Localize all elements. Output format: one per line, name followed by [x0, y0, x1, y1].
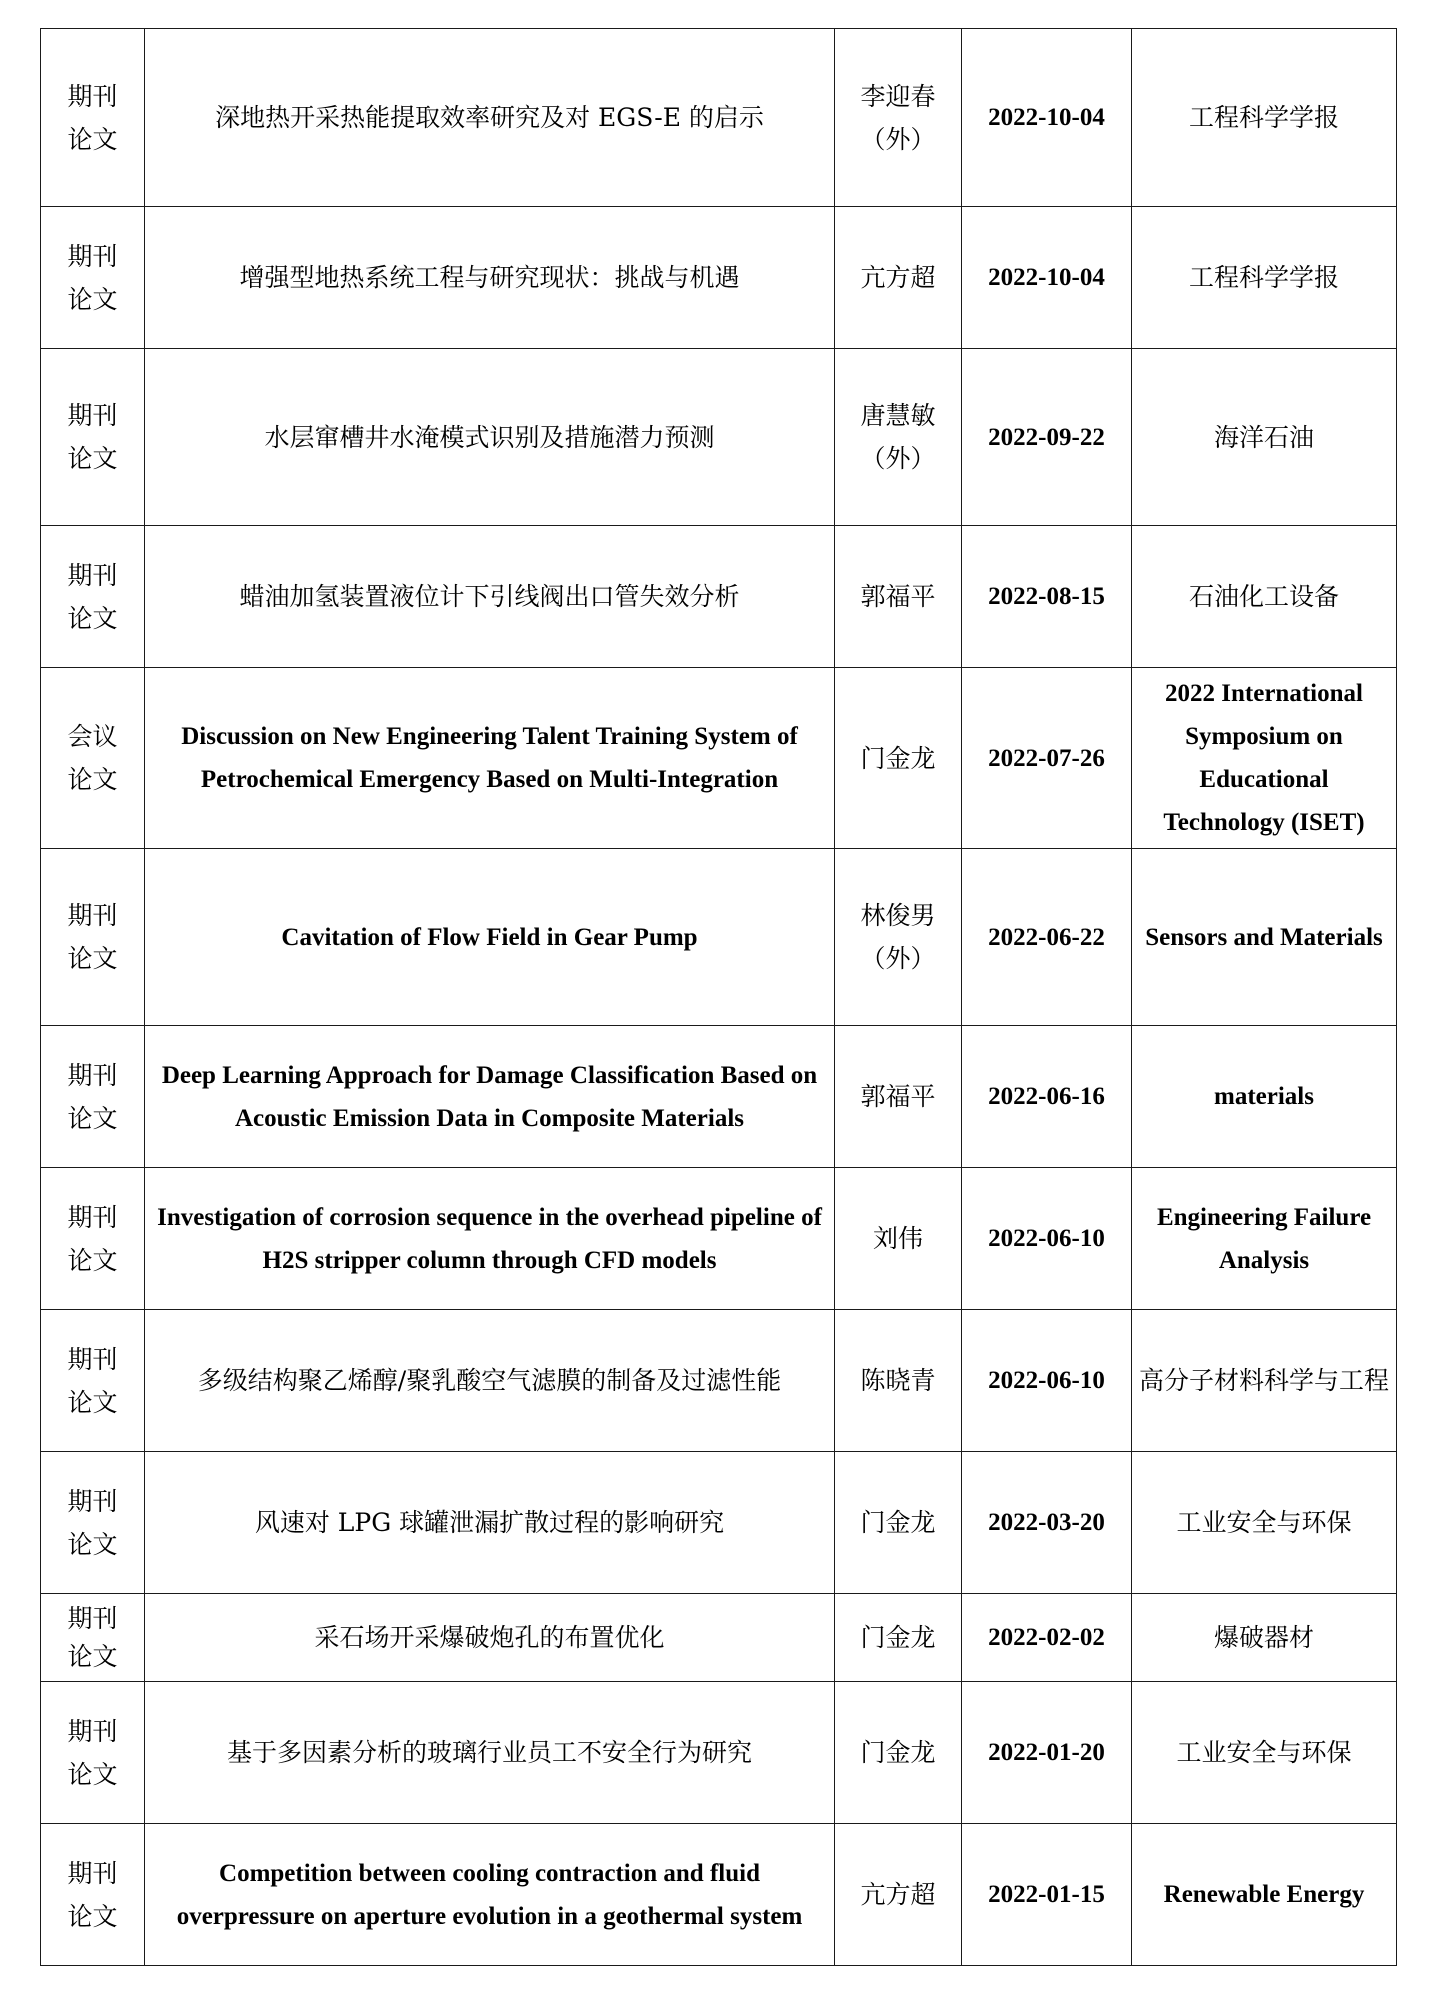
date-cell: 2022-09-22 [962, 349, 1132, 526]
publication-title-cell: Cavitation of Flow Field in Gear Pump [145, 849, 835, 1026]
author-cell: 门金龙 [835, 668, 962, 849]
table-row [41, 29, 1397, 207]
author-cell: 门金龙 [835, 1452, 962, 1594]
table-row [41, 1168, 1397, 1310]
author-cell: 门金龙 [835, 1594, 962, 1682]
date-cell: 2022-03-20 [962, 1452, 1132, 1594]
date-cell: 2022-10-04 [962, 29, 1132, 207]
author-cell: 唐慧敏 （外） [835, 349, 962, 526]
author-cell: 亢方超 [835, 1824, 962, 1966]
venue-cell: 石油化工设备 [1132, 526, 1397, 668]
publication-type-cell: 期刊 论文 [41, 1168, 145, 1310]
author-cell: 李迎春 （外） [835, 29, 962, 207]
venue-cell: Sensors and Materials [1132, 849, 1397, 1026]
date-cell: 2022-06-22 [962, 849, 1132, 1026]
table-row [41, 1026, 1397, 1168]
date-cell: 2022-10-04 [962, 207, 1132, 349]
date-cell: 2022-01-15 [962, 1824, 1132, 1966]
author-cell: 门金龙 [835, 1682, 962, 1824]
publication-type-cell: 期刊 论文 [41, 29, 145, 207]
venue-cell: Renewable Energy [1132, 1824, 1397, 1966]
publication-type-cell: 期刊 论文 [41, 1682, 145, 1824]
venue-cell: 2022 International Symposium on Educational Technology (ISET) [1132, 668, 1397, 849]
venue-cell: 工业安全与环保 [1132, 1452, 1397, 1594]
author-cell: 郭福平 [835, 1026, 962, 1168]
table-row [41, 668, 1397, 849]
publication-type-cell: 期刊 论文 [41, 1824, 145, 1966]
publication-table [40, 28, 1397, 1966]
publication-title-cell: Competition between cooling contraction and fluid overpressure on aperture evolution in a geothermal system [145, 1824, 835, 1966]
author-cell: 郭福平 [835, 526, 962, 668]
publication-type-cell: 期刊 论文 [41, 1452, 145, 1594]
table-row [41, 1594, 1397, 1682]
publication-type-cell: 期刊 论文 [41, 849, 145, 1026]
venue-cell: 工程科学学报 [1132, 29, 1397, 207]
venue-cell: 高分子材料科学与工程 [1132, 1310, 1397, 1452]
date-cell: 2022-06-10 [962, 1168, 1132, 1310]
publication-title-cell: 采石场开采爆破炮孔的布置优化 [145, 1594, 835, 1682]
publication-type-cell: 期刊 论文 [41, 526, 145, 668]
table-row [41, 207, 1397, 349]
author-cell: 亢方超 [835, 207, 962, 349]
publication-title-cell: 风速对 LPG 球罐泄漏扩散过程的影响研究 [145, 1452, 835, 1594]
venue-cell: 爆破器材 [1132, 1594, 1397, 1682]
publication-type-cell: 期刊 论文 [41, 1310, 145, 1452]
publication-type-cell: 期刊 论文 [41, 207, 145, 349]
publication-title-cell: 基于多因素分析的玻璃行业员工不安全行为研究 [145, 1682, 835, 1824]
publication-type-cell: 期刊 论文 [41, 1026, 145, 1168]
publication-type-cell: 期刊 论文 [41, 349, 145, 526]
table-row [41, 1682, 1397, 1824]
publication-title-cell: 蜡油加氢装置液位计下引线阀出口管失效分析 [145, 526, 835, 668]
author-cell: 刘伟 [835, 1168, 962, 1310]
table-row [41, 1310, 1397, 1452]
venue-cell: 工程科学学报 [1132, 207, 1397, 349]
author-cell: 林俊男 （外） [835, 849, 962, 1026]
venue-cell: materials [1132, 1026, 1397, 1168]
date-cell: 2022-08-15 [962, 526, 1132, 668]
table-row [41, 526, 1397, 668]
author-cell: 陈晓青 [835, 1310, 962, 1452]
date-cell: 2022-06-16 [962, 1026, 1132, 1168]
venue-cell: 工业安全与环保 [1132, 1682, 1397, 1824]
publication-title-cell: 水层窜槽井水淹模式识别及措施潜力预测 [145, 349, 835, 526]
date-cell: 2022-06-10 [962, 1310, 1132, 1452]
publication-title-cell: 深地热开采热能提取效率研究及对 EGS-E 的启示 [145, 29, 835, 207]
table-row [41, 349, 1397, 526]
publication-title-cell: Deep Learning Approach for Damage Classification Based on Acoustic Emission Data in Composite Materials [145, 1026, 835, 1168]
table-row [41, 1452, 1397, 1594]
date-cell: 2022-02-02 [962, 1594, 1132, 1682]
table-row [41, 849, 1397, 1026]
publication-type-cell: 会议 论文 [41, 668, 145, 849]
venue-cell: 海洋石油 [1132, 349, 1397, 526]
publication-type-cell: 期刊 论文 [41, 1594, 145, 1682]
publication-title-cell: Investigation of corrosion sequence in the overhead pipeline of H2S stripper column through CFD models [145, 1168, 835, 1310]
publication-title-cell: 增强型地热系统工程与研究现状：挑战与机遇 [145, 207, 835, 349]
publication-title-cell: Discussion on New Engineering Talent Training System of Petrochemical Emergency Based on Multi-Integration [145, 668, 835, 849]
table-row [41, 1824, 1397, 1966]
venue-cell: Engineering Failure Analysis [1132, 1168, 1397, 1310]
date-cell: 2022-07-26 [962, 668, 1132, 849]
date-cell: 2022-01-20 [962, 1682, 1132, 1824]
publication-title-cell: 多级结构聚乙烯醇/聚乳酸空气滤膜的制备及过滤性能 [145, 1310, 835, 1452]
